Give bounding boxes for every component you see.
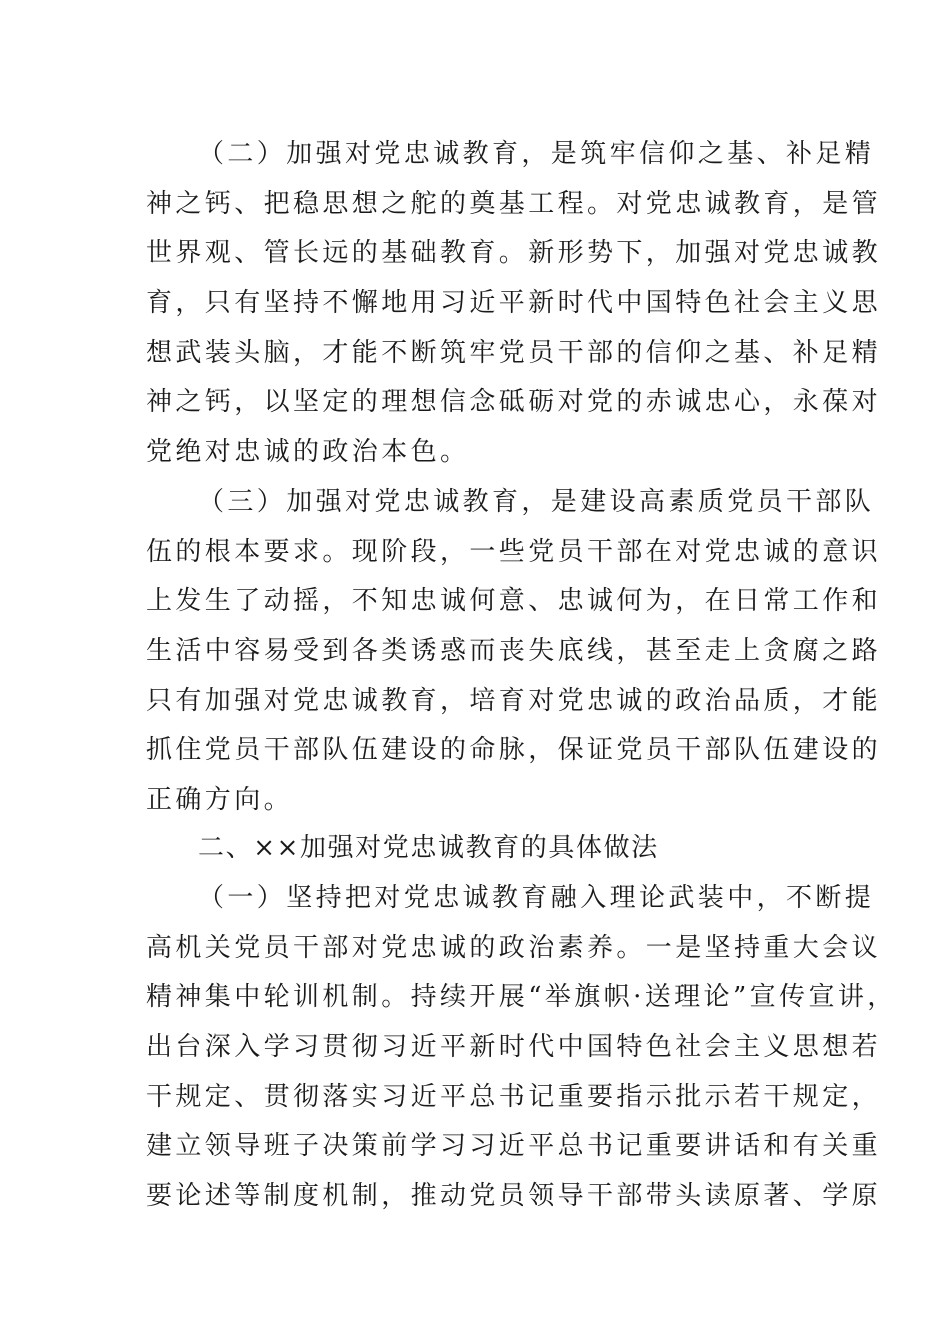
paragraph-line: 高机关党员干部对党忠诚的政治素养。一是坚持重大会议 bbox=[146, 933, 882, 963]
paragraph-line: 建立领导班子决策前学习习近平总书记重要讲话和有关重 bbox=[146, 1131, 882, 1161]
paragraph-line: （二）加强对党忠诚教育，是筑牢信仰之基、补足精 bbox=[198, 139, 875, 169]
paragraph-line: 抓住党员干部队伍建设的命脉，保证党员干部队伍建设的 bbox=[146, 735, 882, 765]
paragraph-line: 神之钙，以坚定的理想信念砥砺对党的赤诚忠心，永葆对 bbox=[146, 387, 882, 417]
paragraph-line: 伍的根本要求。现阶段，一些党员干部在对党忠诚的意识 bbox=[146, 537, 882, 567]
paragraph-line: 正确方向。 bbox=[146, 785, 294, 815]
paragraph-line: 上发生了动摇，不知忠诚何意、忠诚何为，在日常工作和 bbox=[146, 586, 882, 616]
paragraph-line: 党绝对忠诚的政治本色。 bbox=[146, 437, 470, 467]
paragraph-line: 干规定、贯彻落实习近平总书记重要指示批示若干规定， bbox=[146, 1082, 882, 1112]
paragraph-line: （三）加强对党忠诚教育，是建设高素质党员干部队 bbox=[198, 487, 875, 517]
paragraph-line: 世界观、管长远的基础教育。新形势下，加强对党忠诚教 bbox=[146, 238, 882, 268]
paragraph-line: （一）坚持把对党忠诚教育融入理论武装中，不断提 bbox=[198, 883, 875, 913]
section-heading: 二、××加强对党忠诚教育的具体做法 bbox=[198, 833, 659, 863]
paragraph-line: 只有加强对党忠诚教育，培育对党忠诚的政治品质，才能 bbox=[146, 686, 882, 716]
paragraph-line: 要论述等制度机制，推动党员领导干部带头读原著、学原 bbox=[146, 1181, 882, 1211]
paragraph-line: 出台深入学习贯彻习近平新时代中国特色社会主义思想若 bbox=[146, 1032, 882, 1062]
paragraph-line: 神之钙、把稳思想之舵的奠基工程。对党忠诚教育，是管 bbox=[146, 189, 882, 219]
paragraph-line: 生活中容易受到各类诱惑而丧失底线，甚至走上贪腐之路 bbox=[146, 636, 882, 666]
paragraph-line: 育，只有坚持不懈地用习近平新时代中国特色社会主义思 bbox=[146, 288, 882, 318]
paragraph-line: 想武装头脑，才能不断筑牢党员干部的信仰之基、补足精 bbox=[146, 338, 882, 368]
paragraph-line: 精神集中轮训机制。持续开展“举旗帜·送理论”宣传宣讲， bbox=[146, 982, 897, 1012]
